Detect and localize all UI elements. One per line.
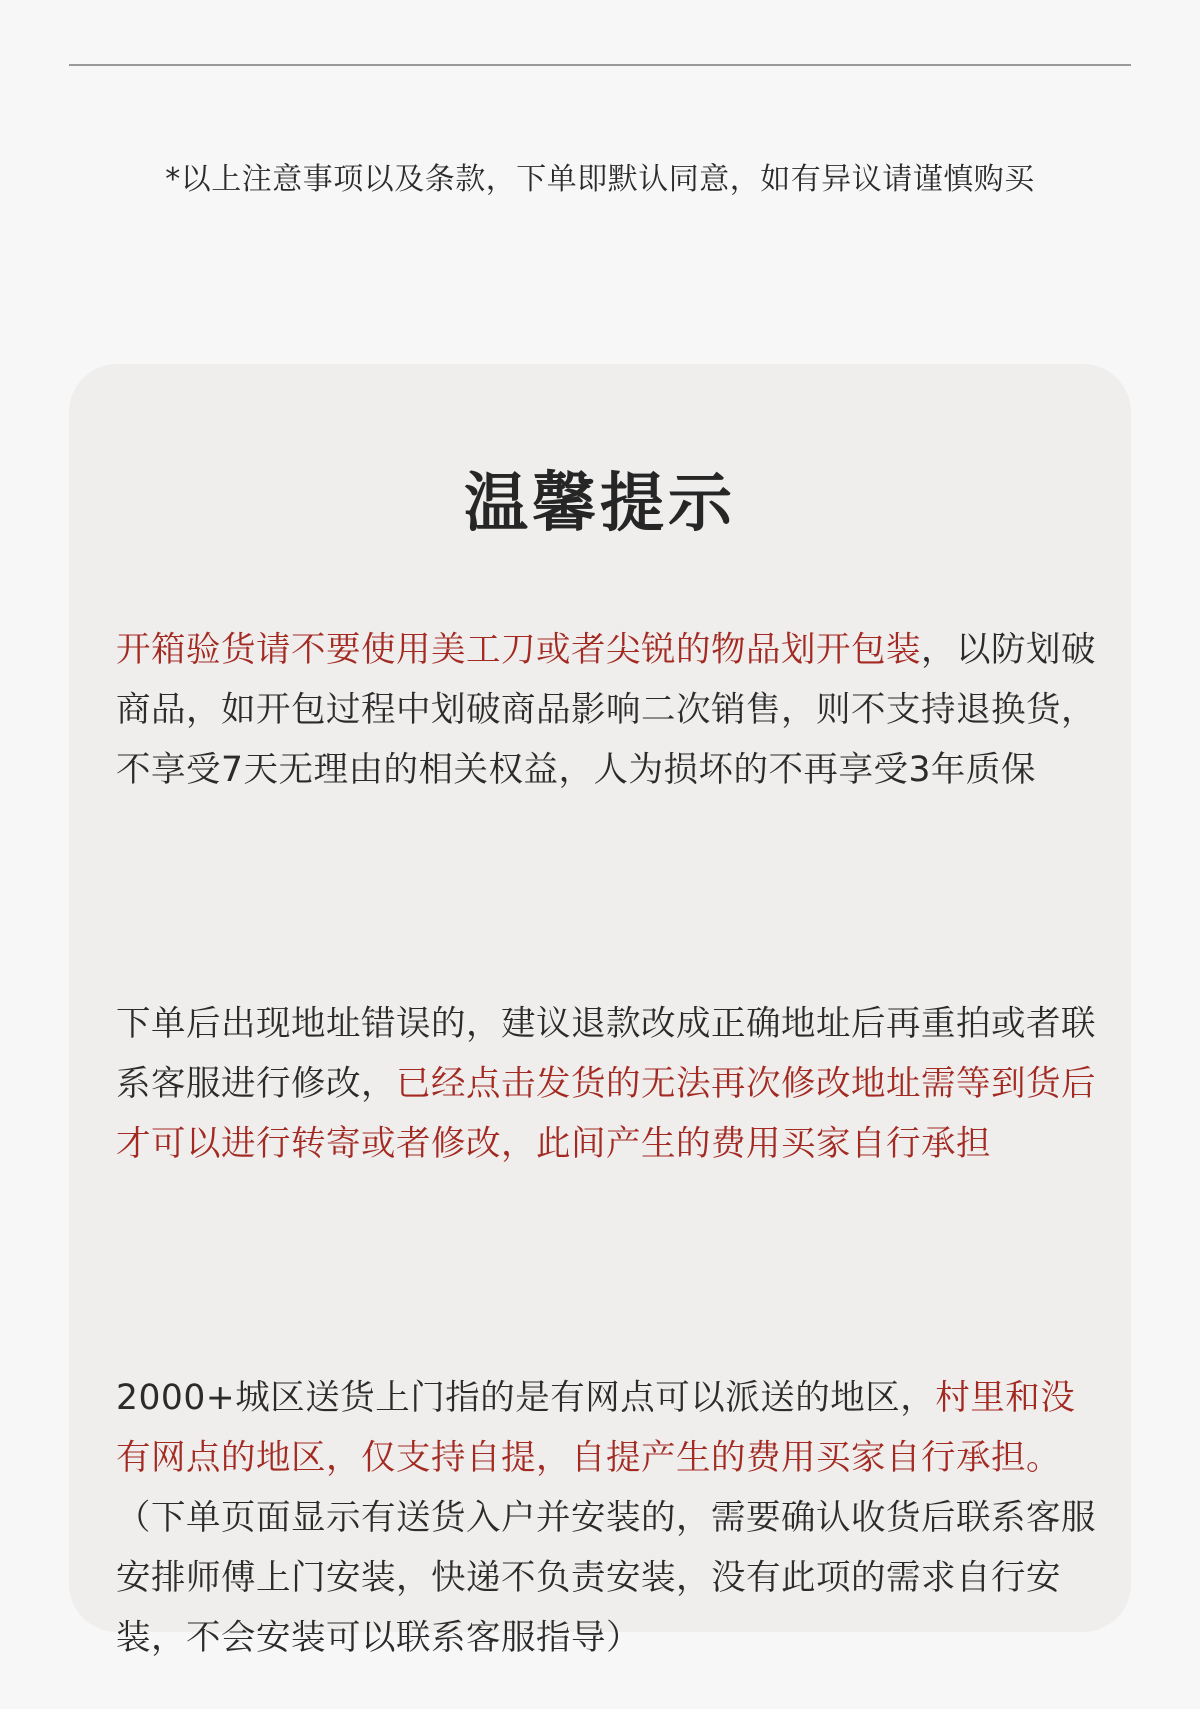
tip-paragraph-address xyxy=(116,994,1096,1174)
tip-paragraph-delivery xyxy=(116,1368,1096,1668)
terms-notice: *以上注意事项以及条款，下单即默认同意，如有异议请谨慎购买 xyxy=(165,162,1035,197)
tip-highlight: 已经点击发货的无法再次修改地址需等到货后才可以进行转寄或者修改，此间产生的费用买家自行承担 xyxy=(116,1064,1096,1164)
tip-text: ，以防划破商品，如开包过程中划破商品影响二次销售，则不支持退换货，不享受7天无理由的相关权益，人为损坏的不再享受3年质保 xyxy=(116,630,1096,790)
tip-text: 下单后出现地址错误的，建议退款改成正确地址后再重拍或者联系客服进行修改， xyxy=(116,1004,1096,1104)
tips-card xyxy=(69,364,1131,1658)
tip-highlight: 开箱验货请不要使用美工刀或者尖锐的物品划开包装 xyxy=(116,630,921,670)
tip-paragraph-unboxing xyxy=(116,620,1096,800)
top-divider xyxy=(69,64,1131,66)
tip-text: 2000+城区送货上门指的是有网点可以派送的地区， xyxy=(116,1378,936,1418)
card-title: 温馨提示 xyxy=(464,467,736,541)
tip-text: （下单页面显示有送货入户并安装的，需要确认收货后联系客服安排师傅上门安装，快递不负责安装，没有此项的需求自行安装，不会安装可以联系客服指导） xyxy=(116,1498,1096,1658)
tip-highlight: 村里和没有网点的地区，仅支持自提，自提产生的费用买家自行承担。 xyxy=(116,1378,1076,1478)
